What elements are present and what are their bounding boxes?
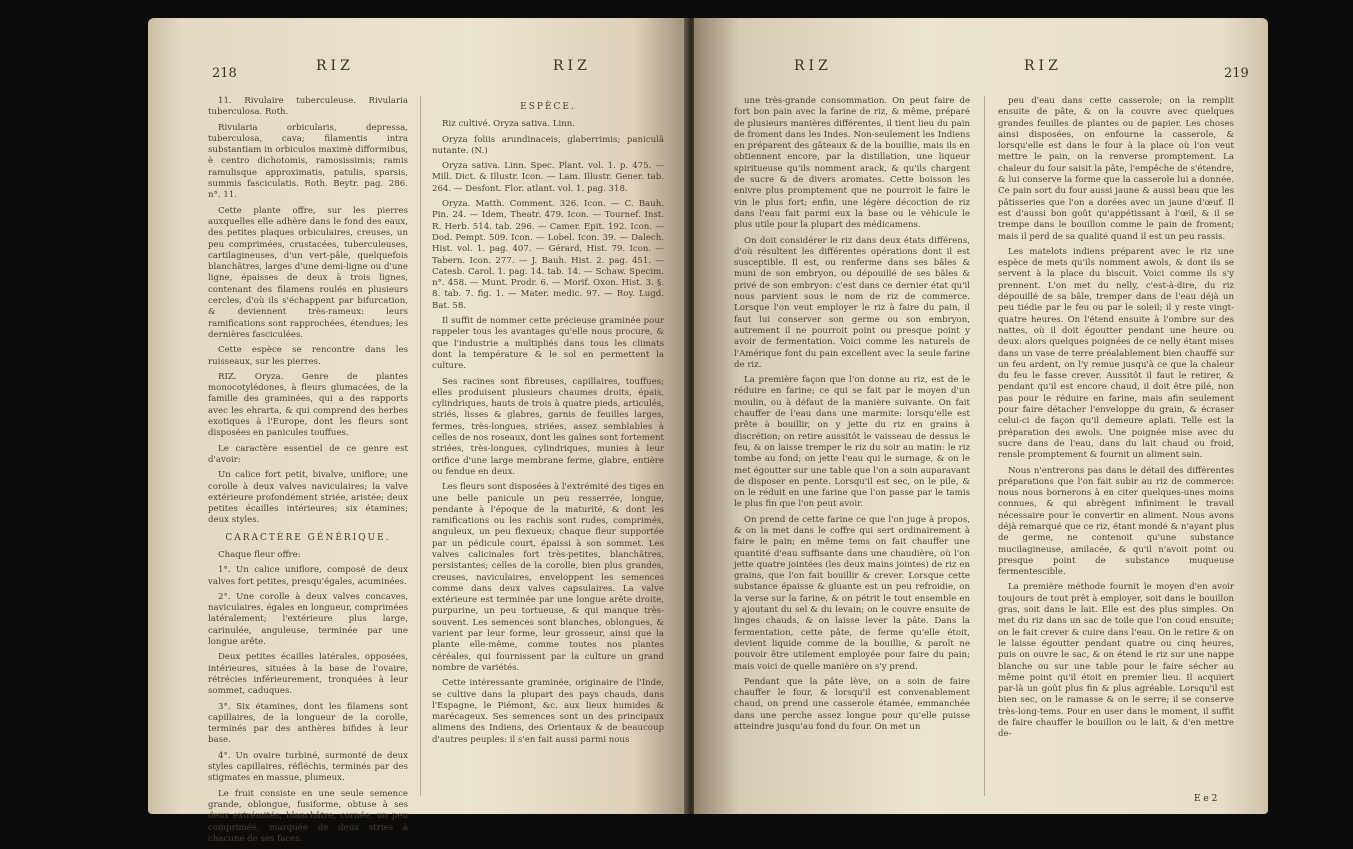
paragraph: Oryza foliis arundinaceis, glaberrimis; paniculâ nutante. (N.) [432, 134, 664, 156]
paragraph: La première méthode fournit le moyen d'en avoir toujours de tout prêt à employer, soit dans le bouillon gras, soit dans le lait. Elle est des plus simples. On met du riz dans un sac de toile que l'on coud ensuite; on le fait crever & cuire dans l'eau. On le retire & on le laisse égoutter pendant quatre ou cinq heures, puis on ouvre le sac, & on étend le riz sur une nappe blanche ou sur une table pour le faire sécher au même point qu'il étoit en premier lieu. Il acquiert par-là un goût plus fin & plus agréable. Lorsqu'il est bien sec, on le ramasse & on le serre; il se conserve très-long-tems. Pour en user dans le moment, il suffit de faire chauffer le bouillon ou le lait, & d'en mettre de- [998, 582, 1234, 740]
running-head-right-2: RIZ [1024, 58, 1062, 74]
open-book [148, 18, 1268, 844]
paragraph: Riz cultivé. Oryza sativa. Linn. [442, 119, 576, 130]
paragraph: Oryza. Matth. Comment. 326. Icon. — C. Bauh. Pin. 24. — Idem, Theatr. 479. Icon. — Tournef. Inst. R. Herb. 514. tab. 296. — Camer. Epit. 192. Icon. — Dod. Pempt. 509. Icon. — Lobel. Icon. 39. — Dalech. Hist. vol. 1. pag. 407. — Gérard, Hist. 79. Icon. — Tabern. Icon. 277. — J. Bauh. Hist. 2. pag. 451. — Catesb. Carol. 1. pag. 14. tab. 14. — Schaw. Specim. n°. 458. — Munt. Prodr. 6. — Morif. Oxon. Hist. 3. §. 8. tab. 7. fig. 1. — Mater. medic. 97. — Roy. Lugd. Bat. 58. [432, 199, 664, 311]
paragraph: Nous n'entrerons pas dans le détail des différentes préparations que l'on fait subir au riz de commerce: nous nous bornerons à en citer quelques-unes moins connues, & qui abrègent infiniment le travail nécessaire pour le convertir en aliment. Nous avons déjà remarqué que ce riz, étant mondé & n'ayant plus de germe, ne contenoit qu'une substance mucilagineuse, amilacée, & qu'il n'avoit point ou presque point de substance muqueuse fermentescible. [998, 465, 1234, 578]
right-column-2 [998, 96, 1234, 745]
paragraph: Cette intéressante graminée, originaire de l'Inde, se cultive dans la plupart des pays chauds, dans l'Espagne, le Piémont, &c. aux lieux humides & marécageux. Ses semences sont un des principaux alimens des Indiens, des Orientaux & de beaucoup d'autres peuples: il s'en fait aussi parmi nous [432, 678, 664, 745]
paragraph: Oryza sativa. Linn. Spec. Plant. vol. 1. p. 475. — Mill. Dict. & Illustr. Icon. — Lam. Illustr. Gener. tab. 264. — Desfont. Flor. atlant. vol. 1. pag. 318. [432, 161, 664, 194]
section-heading: CARACTÈRE GÉNÉRIQUE. [225, 532, 391, 543]
signature-mark: E e 2 [1194, 794, 1218, 804]
paragraph: Un calice fort petit, bivalve, uniflore; une corolle à deux valves naviculaires; la valve extérieure profondément striée, aristée; deux petites écailles intérieures; six étamines; deux styles. [208, 470, 408, 526]
paragraph: Il suffit de nommer cette précieuse graminée pour rappeler tous les avantages qu'elle nous procure, & que l'industrie a multipliés dans tous les climats dont la température & le sol en permettent la culture. [432, 316, 664, 372]
paragraph: Chaque fleur offre: [218, 549, 301, 560]
column-rule [984, 96, 985, 796]
paragraph: Les matelots indiens préparent avec le riz une espèce de mets qu'ils nomment awols, & dont ils se servent à la place du biscuit. Voici comme ils s'y prennent. L'on met du nelly, c'est-à-dire, du riz dépouillé de sa bâle, tremper dans de l'eau déjà un peu tiédie par le feu ou par le soleil; il y reste vingt-quatre heures. On l'étend ensuite à l'ombre sur des nattes, où il doit égoutter pendant une heure ou deux: alors quelques poignées de ce nelly étant mises dans un vase de terre préalablement bien chauffé sur un feu ardent, on l'y remue jusqu'à ce que la chaleur du feu le fasse crever. Aussitôt il faut le retirer, & pendant qu'il est encore chaud, il doit être pilé, non pas pour le réduire en farine, mais afin seulement pour faire détacher l'enveloppe du grain, & écraser celui-ci de façon qu'il demeure aplati. Telle est la préparation des awols. Une poignée mise avec du sucre dans de l'eau, dans du lait chaud ou froid, rensle promptement & fournit un aliment sain. [998, 246, 1234, 461]
paragraph: On doit considérer le riz dans deux états différens, d'où résultent les différentes opérations dont il est susceptible. Il est, ou renferme dans ses bâles & muni de son embryon, ou dépouillé de ses bâles & privé de son embryon: c'est dans ce dernier état qu'il nous parvient sous le nom de riz de commerce. Lorsque l'on veut employer le riz à faire du pain, il faut lui conserver son germe ou son embryon, autrement il ne pourroit point ou presque point y avoir de fermentation. Voici comme les naturels de l'Amérique font du pain excellent avec la seule farine de riz. [734, 235, 970, 370]
paragraph: Ses racines sont fibreuses, capillaires, touffues; elles produisent plusieurs chaumes droits, épais, cylindriques, hauts de trois à quatre pieds, articulés, striés, lisses & glabres, garnis de feuilles larges, fermes, très-longues, striées, assez semblables à celles de nos roseaux, dont les gaînes sont fortement striées, très-longues, cylindriques, munies à leur orifice d'une large membrane ferme, glabre, entière ou fendue en deux. [432, 376, 664, 477]
page-number-right: 219 [1224, 66, 1249, 81]
paragraph: Cette plante offre, sur les pierres auxquelles elle adhère dans le fond des eaux, des petites plaques orbiculaires, creuses, un peu comprimées, crustacées, tuberculeuses, cartilagineuses, d'un vert-pâle, quelquefois blanchâtres, larges d'une demi-ligne ou d'une ligne, épaisses de deux à trois lignes, contenant des filamens roulés en plusieurs cercles, d'où ils s'échappent par bifurcation, & deviennent très-rameux: leurs ramifications sont rapprochées, étendues; les dernières fasciculées. [208, 205, 408, 340]
page-number-left: 218 [212, 66, 237, 81]
running-head-left-1: RIZ [316, 58, 354, 74]
paragraph: Rivularia orbicularis, depressa, tuberculosa, cava; filamentis intra substantiam in orbiculos maximè difformibus, è centro dichotomis, ramosissimis; ramis ramulisque approximatis, patulis, sparsis, summis fasciculatis. Roth. Beytr. pag. 286. n°. 11. [208, 122, 408, 201]
paragraph: Le caractère essentiel de ce genre est d'avoir: [208, 443, 408, 465]
paragraph: peu d'eau dans cette casserole; on la remplit ensuite de pâte, & on la couvre avec quelques grandes feuilles de plantes ou de papier. Les choses ainsi disposées, on enfourne la casserole, & lorsqu'elle est dans le four à la place où l'on veut mettre le pain, on la renverse promptement. La chaleur du four saisit la pâte, l'empêche de s'étendre, & lui conserve la forme que la casserole lui a donnée. Ce pain sort du four aussi jaune & aussi beau que les pâtisseries que l'on a dorées avec un jaune d'œuf. Il est d'aussi bon goût qu'appétissant à l'œil, & il se trempe dans le bouillon comme le pain de froment; mais il perd de sa qualité quand il est un peu rassis. [998, 96, 1234, 242]
paragraph: 1°. Un calice uniflore, composé de deux valves fort petites, presqu'égales, acuminées. [208, 565, 408, 587]
paragraph: 3°. Six étamines, dont les filamens sont capillaires, de la longueur de la corolle, terminés par des anthères bifides à leur base. [208, 701, 408, 746]
paragraph: On prend de cette farine ce que l'on juge à propos, & on la met dans le coffre qui sert ordinairement à faire le pain; en même tems on fait chauffer une quantité d'eau suffisante dans une chaudière, où l'on jette quatre jointées (les deux mains jointes) de riz en grains, que l'on fait bouillir & crever. Lorsque cette substance épaisse & gluante est un peu refroidie, on la verse sur la farine, & on pétrit le tout ensemble en y ajoutant du sel & du levain; on le couvre ensuite de linges chauds, & on laisse lever la pâte. Dans la fermentation, cette pâte, de ferme qu'elle étoit, devient liquide comme de la bouillie, & paroît ne pouvoir être utilement employée pour faire du pain; mais voici de quelle manière on s'y prend. [734, 514, 970, 672]
paragraph: Le fruit consiste en une seule semence grande, oblongue, fusiforme, obtuse à ses deux extrémités, blanchâtre, cornée, un peu comprimée, marquée de deux stries à chacune de ses faces. [208, 788, 408, 844]
paragraph: 4°. Un ovaire turbiné, surmonté de deux styles capillaires, réfléchis, terminés par des stigmates en massue, plumeux. [208, 750, 408, 784]
paragraph: Cette espèce se rencontre dans les ruisseaux, sur les pierres. [208, 345, 408, 367]
left-column-1 [208, 96, 408, 849]
running-head-left-2: RIZ [553, 58, 591, 74]
left-page [148, 18, 688, 844]
left-column-2 [432, 96, 664, 750]
right-page [694, 18, 1268, 814]
paragraph: Pendant que la pâte lève, on a soin de faire chauffer le four, & lorsqu'il est convenablement chaud, on prend une casserole étamée, emmanchée dans une perche assez longue pour qu'elle puisse atteindre jusqu'au fond du four. On met un [734, 676, 970, 733]
paragraph: RIZ. Oryza. Genre de plantes monocotylédones, à fleurs glumacées, de la famille des graminées, qui a des rapports avec les ehrarta, & qui comprend des herbes exotiques à l'Europe, dont les fleurs sont disposées en panicules touffues. [208, 371, 408, 439]
section-heading: ESPÈCE. [520, 102, 576, 112]
paragraph: 2°. Une corolle à deux valves concaves, naviculaires, égales en longueur, comprimées latéralement; l'extérieure plus large, carinulée, anguleuse, terminée par une longue arête. [208, 591, 408, 648]
paragraph: une très-grande consommation. On peut faire de fort bon pain avec la farine de riz, & même, préparé de plusieurs manières différentes, il tient lieu du pain de froment dans les Indes. Non-seulement les Indiens en préparent des gâteaux & de la bouillie, mais ils en obtiennent encore, par la distillation, une liqueur spiritueuse qu'ils nomment arack, & qu'ils chargent de sucre & de divers aromates. Cette boisson les enivre plus promptement que ne pourroit le faire le vin le plus fort; enfin, une légère décoction de riz dans l'eau fait parmi eux la base ou le véhicule le plus utile pour la plupart des médicamens. [734, 96, 970, 231]
right-column-1 [734, 96, 970, 737]
paragraph: Deux petites écailles latérales, opposées, intérieures, situées à la base de l'ovaire, rétrécies inférieurement, tronquées à leur sommet, caduques. [208, 652, 408, 697]
paragraph: 11. Rivulaire tuberculeuse. Rivularia tuberculosa. Roth. [208, 96, 408, 118]
column-rule [420, 96, 421, 796]
paragraph: Les fleurs sont disposées à l'extrémité des tiges en une belle panicule un peu resserrée, longue, pendante à l'époque de la maturité, & dont les ramifications ou les rachis sont rudes, comprimés, anguleux, un peu flexueux; chaque fleur supportée par un pédicule court, épaissi à son sommet. Les valves calicinales fort très-petites, blanchâtres, persistantes; celles de la corolle, bien plus grandes, creuses, naviculaires, enveloppent les semences comme dans deux valves capsulaires. La valve extérieure est terminée par une longue arête droite, purpurine, un peu tortueuse, & qui manque très-souvent. Les semences sont blanches, oblongues, & varient par leur forme, leur grosseur, ainsi que la plante elle-même, comme toutes nos plantes céréales, qui fournissent par la culture un grand nombre de variétés. [432, 482, 664, 673]
running-head-right-1: RIZ [794, 58, 832, 74]
paragraph: La première façon que l'on donne au riz, est de le réduire en farine; ce qui se fait par le moyen d'un moulin, ou à défaut de la manière suivante. On fait chauffer de l'eau dans une marmite: lorsqu'elle est prête à bouillir, on y jette du riz en grains à discrétion; on retire aussitôt le vaisseau de dessus le feu, & on laisse tremper le riz du soir au matin: le riz tombe au fond; on jette l'eau qui le surnage, & on le met égoutter sur une table que l'on a soin auparavant de disposer en pente. Lorsqu'il est sec, on le pile, & on le réduit en une farine que l'on passe par le tamis le plus fin que l'on peut avoir. [734, 375, 970, 510]
